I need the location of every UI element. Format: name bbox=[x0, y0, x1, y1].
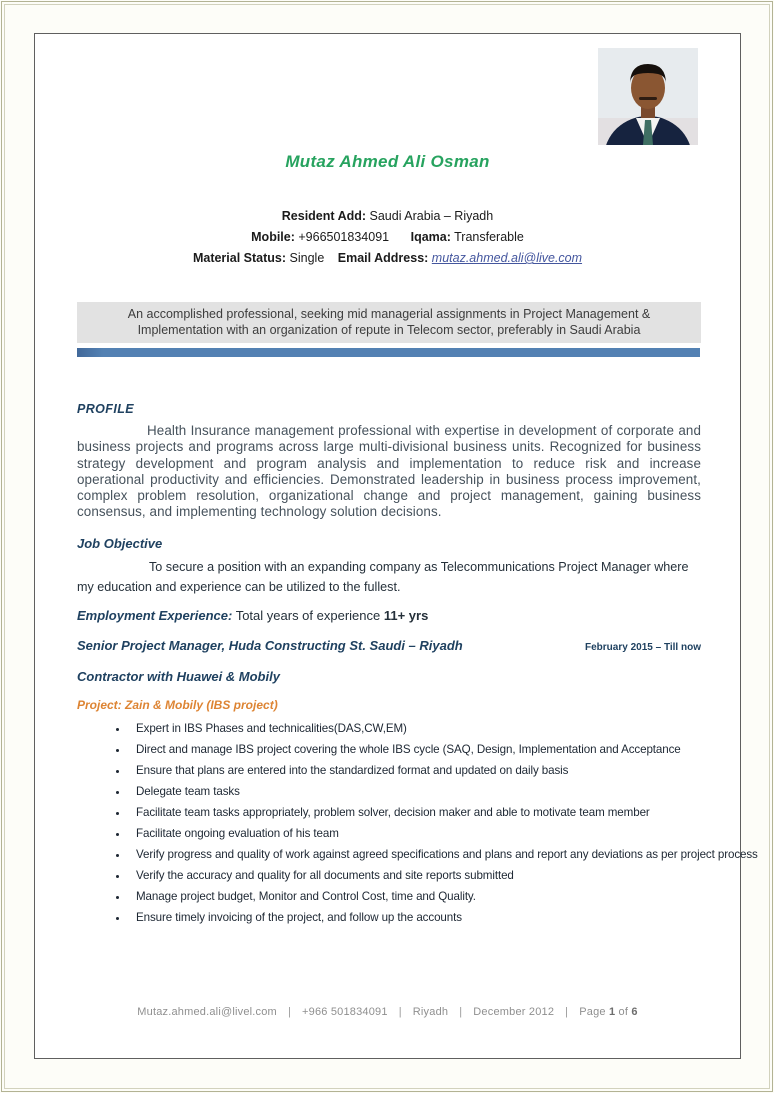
list-item: • Delegate team tasks bbox=[128, 784, 770, 800]
iqama-value: Transferable bbox=[454, 230, 524, 244]
footer-phone: +966 501834091 bbox=[302, 1006, 388, 1018]
summary-banner bbox=[77, 302, 701, 343]
material-status-label: Material Status: bbox=[192, 251, 287, 265]
email-link[interactable]: mutaz.ahmed.ali@live.com bbox=[431, 251, 583, 265]
list-item: • Manage project budget, Monitor and Control Cost, time and Quality. bbox=[128, 889, 770, 905]
mobile-value: +966501834091 bbox=[298, 230, 390, 244]
project-line: Project: Zain & Mobily (IBS project) bbox=[77, 698, 278, 712]
list-item: • Ensure timely invoicing of the project, and follow up the accounts bbox=[128, 910, 770, 926]
footer-date: December 2012 bbox=[473, 1006, 555, 1018]
job-objective-text: To secure a position with an expanding company as Telecommunications Project Manager where my education and experience can be utilized to the fullest. bbox=[77, 560, 689, 594]
employment-summary-text: Total years of experience bbox=[232, 608, 384, 623]
email-label: Email Address: bbox=[337, 251, 429, 265]
contact-line-status bbox=[35, 248, 740, 269]
portrait-photo-graphic bbox=[598, 48, 698, 145]
contact-line-mobile bbox=[35, 227, 740, 248]
footer-page-number: 1 bbox=[608, 1006, 616, 1018]
resident-label: Resident Add: bbox=[281, 209, 367, 223]
document-page bbox=[34, 33, 758, 1059]
responsibility-list bbox=[77, 721, 770, 931]
footer-of-label: of bbox=[615, 1006, 632, 1018]
role-dates: February 2015 – Till now bbox=[585, 642, 701, 653]
job-objective-heading: Job Objective bbox=[77, 536, 163, 551]
footer-separator: | bbox=[398, 1006, 402, 1018]
list-item: • Expert in IBS Phases and technicalities(DAS,CW,EM) bbox=[128, 721, 770, 737]
resident-value: Saudi Arabia – Riyadh bbox=[369, 209, 494, 223]
contact-line-resident bbox=[35, 206, 740, 227]
footer-email: Mutaz.ahmed.ali@livel.com bbox=[137, 1006, 277, 1018]
employment-experience-line bbox=[77, 608, 428, 623]
candidate-name: Mutaz Ahmed Ali Osman bbox=[285, 152, 490, 171]
list-item: • Direct and manage IBS project covering the whole IBS cycle (SAQ, Design, Implementation and Acceptance bbox=[128, 742, 770, 758]
material-status-value: Single bbox=[289, 251, 325, 265]
footer-page-label: Page bbox=[579, 1006, 609, 1018]
footer-separator: | bbox=[459, 1006, 463, 1018]
list-item: • Facilitate team tasks appropriately, problem solver, decision maker and able to motivate team member bbox=[128, 805, 770, 821]
footer-city: Riyadh bbox=[412, 1006, 449, 1018]
employment-heading: Employment Experience: bbox=[77, 608, 233, 623]
footer-separator: | bbox=[287, 1006, 291, 1018]
role-row bbox=[77, 638, 701, 653]
footer-page-total: 6 bbox=[631, 1006, 638, 1018]
contact-block bbox=[35, 206, 740, 269]
profile-heading: PROFILE bbox=[77, 402, 134, 416]
mobile-label: Mobile: bbox=[251, 230, 295, 244]
list-item: • Verify the accuracy and quality for all documents and site reports submitted bbox=[128, 868, 770, 884]
iqama-label: Iqama: bbox=[410, 230, 451, 244]
portrait-photo bbox=[598, 48, 698, 145]
list-item: • Ensure that plans are entered into the standardized format and updated on daily basis bbox=[128, 763, 770, 779]
footer-separator: | bbox=[565, 1006, 569, 1018]
list-item: • Verify progress and quality of work against agreed specifications and plans and report any deviations as per project process bbox=[128, 847, 770, 863]
list-item: • Facilitate ongoing evaluation of his team bbox=[128, 826, 770, 842]
profile-text: Health Insurance management professional with expertise in development of corporate and business projects and programs across large multi-divisional business units. Recognized for business strategy development and program analysis and implementation to reduce risk and increase operational productivity and efficiencies. Demonstrated leadership in business process improvement, complex problem resolution, organizational change and project management, gaining business consensus, and implementing technology solution decisions. bbox=[77, 423, 701, 520]
employment-years: 11+ yrs bbox=[383, 608, 429, 623]
role-title: Senior Project Manager, Huda Constructing St. Saudi – Riyadh bbox=[77, 638, 463, 653]
blue-divider-bar bbox=[77, 348, 700, 357]
contractor-line: Contractor with Huawei & Mobily bbox=[77, 669, 280, 684]
summary-banner-text: An accomplished professional, seeking mid managerial assignments in Project Management & Implementation with an organization of repute in Telecom sector, preferably in Saudi Arabia bbox=[127, 307, 651, 337]
page-footer bbox=[35, 1006, 740, 1018]
